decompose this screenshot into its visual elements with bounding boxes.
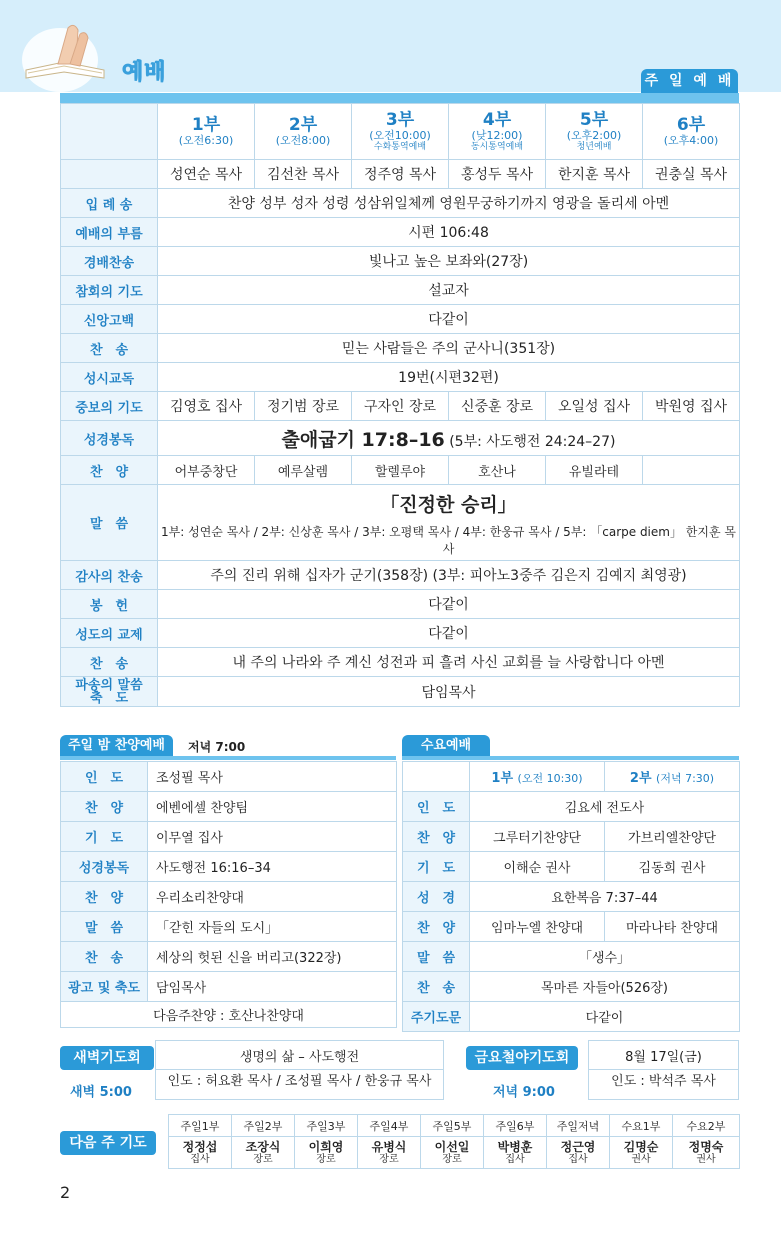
sending-label-text: 파송의 말씀	[75, 677, 143, 693]
anthem-1: 어부중창단	[158, 456, 255, 485]
wednesday-title: 수요예배	[402, 735, 490, 757]
sending-row	[61, 677, 740, 707]
wed-anthem-2: 가브리엘찬양단	[605, 822, 740, 852]
anthem-6	[643, 456, 740, 485]
wed-anthem-label: 찬 양	[403, 822, 470, 852]
service-4-header: 4부 (낮12:00) 동시통역예배	[449, 104, 546, 160]
wed-choir-2: 마라나타 찬양대	[605, 912, 740, 942]
wednesday-corner	[403, 762, 470, 792]
prayer-slot-5: 주일5부	[421, 1115, 484, 1137]
praise-row	[61, 247, 740, 276]
hymn-label: 찬 송	[61, 334, 158, 363]
anthem-label: 찬 양	[61, 456, 158, 485]
sermon-row	[61, 485, 740, 561]
evening-label-5: 찬 양	[61, 882, 148, 912]
intercessor-2: 정기범 장로	[255, 392, 352, 421]
wed-hymn-value: 목마른 자들아(526장)	[470, 972, 740, 1002]
entrance-row	[61, 189, 740, 218]
sending-label	[61, 677, 158, 707]
evening-value-4: 사도행전 16:16–34	[148, 852, 397, 882]
prayer-person-8: 김명순 권사	[610, 1137, 673, 1169]
repent-label: 참회의 기도	[61, 276, 158, 305]
evening-value-5: 우리소리찬양대	[148, 882, 397, 912]
wed-prayer-label: 기 도	[403, 852, 470, 882]
evening-value-6: 「갇힌 자들의 도시」	[148, 912, 397, 942]
pastor-3: 정주영 목사	[352, 160, 449, 189]
service-5-header: 5부 (오후2:00) 청년예배	[546, 104, 643, 160]
wed-prayer-2: 김동희 권사	[605, 852, 740, 882]
prayer-slot-1: 주일1부	[169, 1115, 232, 1137]
anthem-5: 유빌라테	[546, 456, 643, 485]
thanks-row	[61, 561, 740, 590]
service-1-header: 1부 (오전6:30)	[158, 104, 255, 160]
scripture-label: 성경봉독	[61, 421, 158, 456]
wed-sermon-value: 「생수」	[470, 942, 740, 972]
evening-time: 저녁 7:00	[188, 740, 246, 754]
wed-hymn-label: 찬 송	[403, 972, 470, 1002]
next-prayer-table	[168, 1114, 740, 1169]
closing-hymn-value: 내 주의 나라와 주 계신 성전과 피 흘려 사신 교회를 늘 사랑합니다 아멘	[158, 648, 740, 677]
wed-lead-label: 인 도	[403, 792, 470, 822]
wed-lords-prayer-label: 주기도문	[403, 1002, 470, 1032]
wed-sermon-label: 말 씀	[403, 942, 470, 972]
intercession-row	[61, 392, 740, 421]
creed-label: 신앙고백	[61, 305, 158, 334]
prayer-person-7: 정근영 집사	[547, 1137, 610, 1169]
evening-value-1: 조성필 목사	[148, 762, 397, 792]
offering-row	[61, 590, 740, 619]
evening-value-3: 이무열 집사	[148, 822, 397, 852]
creed-value: 다같이	[158, 305, 740, 334]
evening-value-7: 세상의 헛된 신을 버리고(322장)	[148, 942, 397, 972]
friday-prayer-tag: 금요철야기도회	[466, 1046, 578, 1070]
evening-value-8: 담임목사	[148, 972, 397, 1002]
sermon-preachers: 1부: 성연순 목사 / 2부: 신상훈 목사 / 3부: 오평택 목사 / 4부: 한웅규 목사 / 5부: 「carpe diem」 한지훈 목사	[161, 525, 736, 556]
wed-prayer-1: 이해순 권사	[470, 852, 605, 882]
evening-next-choir: 다음주찬양 : 호산나찬양대	[61, 1002, 397, 1028]
praise-label: 경배찬송	[61, 247, 158, 276]
evening-title: 주일 밤 찬양예배	[60, 735, 173, 757]
wednesday-part-2: 2부 (저녁 7:30)	[605, 762, 740, 792]
evening-label-3: 기 도	[61, 822, 148, 852]
thanks-value: 주의 진리 위해 십자가 군기(358장) (3부: 피아노3중주 김은지 김예지 최영광)	[158, 561, 740, 590]
evening-value-2: 에벤에셀 찬양팀	[148, 792, 397, 822]
prayer-person-4: 유병식 장로	[358, 1137, 421, 1169]
sermon-label: 말 씀	[61, 485, 158, 561]
evening-label-4: 성경봉독	[61, 852, 148, 882]
friday-prayer-date: 8월 17일(금)	[589, 1046, 738, 1070]
corner-cell	[61, 104, 158, 160]
prayer-slot-4: 주일4부	[358, 1115, 421, 1137]
psalm-value: 19번(시편32편)	[158, 363, 740, 392]
call-row	[61, 218, 740, 247]
evening-table	[60, 761, 397, 1028]
entrance-label: 입 례 송	[61, 189, 158, 218]
dawn-prayer-topic: 생명의 삶 – 사도행전	[156, 1046, 443, 1070]
anthem-2: 예루살렘	[255, 456, 352, 485]
call-label: 예배의 부름	[61, 218, 158, 247]
anthem-4: 호산나	[449, 456, 546, 485]
page-title: 예배	[122, 60, 167, 85]
evening-label-7: 찬 송	[61, 942, 148, 972]
intercessor-6: 박원영 집사	[643, 392, 740, 421]
wed-lords-prayer-value: 다같이	[470, 1002, 740, 1032]
prayer-slot-3: 주일3부	[295, 1115, 358, 1137]
prayer-person-1: 정정섭 집사	[169, 1137, 232, 1169]
pastor-1: 성연순 목사	[158, 160, 255, 189]
prayer-slot-9: 수요2부	[673, 1115, 740, 1137]
section-tag-sunday: 주 일 예 배	[641, 69, 738, 93]
friday-prayer-time: 저녁 9:00	[493, 1085, 555, 1100]
evening-label-8: 광고 및 축도	[61, 972, 148, 1002]
pastor-6: 권충실 목사	[643, 160, 740, 189]
prayer-person-5: 이선일 장로	[421, 1137, 484, 1169]
pastor-5: 한지훈 목사	[546, 160, 643, 189]
intercession-label: 중보의 기도	[61, 392, 158, 421]
praise-value: 빛나고 높은 보좌와(27장)	[158, 247, 740, 276]
pastor-4: 홍성두 목사	[449, 160, 546, 189]
wed-choir-label: 찬 양	[403, 912, 470, 942]
next-prayer-tag: 다음 주 기도	[60, 1131, 156, 1155]
praying-hands-bible-icon	[18, 18, 114, 94]
dawn-prayer-time: 새벽 5:00	[70, 1085, 132, 1100]
dawn-prayer-leaders: 인도 : 허요환 목사 / 조성필 목사 / 한웅규 목사	[167, 1074, 432, 1089]
evening-label-6: 말 씀	[61, 912, 148, 942]
service-3-header: 3부 (오전10:00) 수화통역예배	[352, 104, 449, 160]
scripture-row	[61, 421, 740, 456]
sunday-service-table	[60, 103, 740, 707]
service-2-header: 2부 (오전8:00)	[255, 104, 352, 160]
repent-row	[61, 276, 740, 305]
wed-scripture-value: 요한복음 7:37–44	[470, 882, 740, 912]
friday-prayer-leader: 인도 : 박석주 목사	[611, 1074, 716, 1089]
offering-value: 다같이	[158, 590, 740, 619]
hymn-value: 믿는 사람들은 주의 군사니(351장)	[158, 334, 740, 363]
prayer-slot-8: 수요1부	[610, 1115, 673, 1137]
wed-choir-1: 임마누엘 찬양대	[470, 912, 605, 942]
offering-label: 봉 헌	[61, 590, 158, 619]
prayer-person-3: 이희영 장로	[295, 1137, 358, 1169]
wed-anthem-1: 그루터기찬양단	[470, 822, 605, 852]
service-6-header: 6부 (오후4:00)	[643, 104, 740, 160]
call-value: 시편 106:48	[158, 218, 740, 247]
scripture-sub: (5부: 사도행전 24:24–27)	[449, 433, 616, 450]
prayer-person-2: 조장식 장로	[232, 1137, 295, 1169]
wed-lead-value: 김요세 전도사	[470, 792, 740, 822]
page-number: 2	[60, 1183, 71, 1202]
scripture-value	[158, 421, 740, 456]
closing-hymn-label: 찬 송	[61, 648, 158, 677]
fellowship-row	[61, 619, 740, 648]
evening-divider	[60, 756, 396, 760]
dawn-prayer-box	[155, 1040, 444, 1100]
evening-label-2: 찬 양	[61, 792, 148, 822]
creed-row	[61, 305, 740, 334]
intercessor-3: 구자인 장로	[352, 392, 449, 421]
anthem-3: 할렐루야	[352, 456, 449, 485]
wed-scripture-label: 성 경	[403, 882, 470, 912]
prayer-slot-7: 주일저녁	[547, 1115, 610, 1137]
wednesday-divider	[402, 756, 739, 760]
sermon-title: 「진정한 승리」	[380, 494, 517, 516]
friday-prayer-box	[588, 1040, 739, 1100]
prayer-person-6: 박병훈 집사	[484, 1137, 547, 1169]
sending-value: 담임목사	[158, 677, 740, 707]
wednesday-part-1: 1부 (오전 10:30)	[470, 762, 605, 792]
blessing-label-text: 축 도	[89, 690, 129, 706]
pastor-label	[61, 160, 158, 189]
service-header-row	[61, 104, 740, 160]
closing-hymn-row	[61, 648, 740, 677]
prayer-person-9: 정명숙 권사	[673, 1137, 740, 1169]
repent-value: 설교자	[158, 276, 740, 305]
fellowship-value: 다같이	[158, 619, 740, 648]
wednesday-table	[402, 761, 740, 1032]
entrance-value: 찬양 성부 성자 성령 성삼위일체께 영원무궁하기까지 영광을 돌리세 아멘	[158, 189, 740, 218]
psalm-row	[61, 363, 740, 392]
thanks-label: 감사의 찬송	[61, 561, 158, 590]
prayer-slot-6: 주일6부	[484, 1115, 547, 1137]
psalm-label: 성시교독	[61, 363, 158, 392]
divider	[60, 93, 739, 103]
pastor-2: 김선찬 목사	[255, 160, 352, 189]
hymn-row	[61, 334, 740, 363]
anthem-row	[61, 456, 740, 485]
intercessor-1: 김영호 집사	[158, 392, 255, 421]
pastor-row	[61, 160, 740, 189]
dawn-prayer-tag: 새벽기도회	[60, 1046, 154, 1070]
intercessor-5: 오일성 집사	[546, 392, 643, 421]
intercessor-4: 신중훈 장로	[449, 392, 546, 421]
scripture-main: 출애굽기 17:8–16	[281, 428, 445, 451]
fellowship-label: 성도의 교제	[61, 619, 158, 648]
sermon-value	[158, 485, 740, 561]
evening-label-1: 인 도	[61, 762, 148, 792]
prayer-slot-2: 주일2부	[232, 1115, 295, 1137]
